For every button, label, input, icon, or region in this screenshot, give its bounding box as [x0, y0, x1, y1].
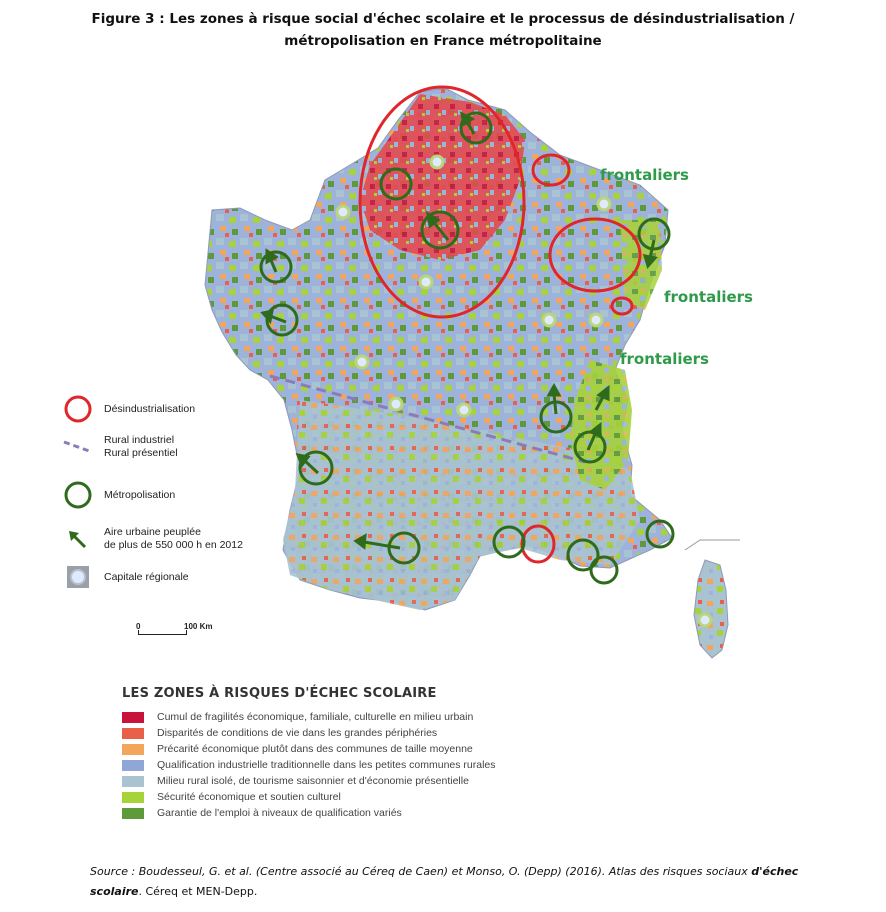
zone-item: Précarité économique plutôt dans des communes de taille moyenne [122, 741, 682, 757]
zone-item: Garantie de l'emploi à niveaux de qualification variés [122, 805, 682, 821]
frontaliers-label-2: frontaliers [664, 288, 753, 306]
zones-legend [122, 686, 682, 821]
red-circle-icon [60, 395, 96, 423]
arrow-icon [60, 525, 96, 553]
legend-rural: Rural industriel Rural présentiel [60, 433, 178, 461]
zone-item: Milieu rural isolé, de tourisme saisonnier et d'économie présentielle [122, 773, 682, 789]
corsica [694, 560, 728, 658]
legend-urban-area: Aire urbaine peuplée de plus de 550 000 h en 2012 [60, 525, 243, 553]
scale-bar [130, 622, 220, 640]
zone-item: Cumul de fragilités économique, familiale, culturelle en milieu urbain [122, 709, 682, 725]
zones-legend-items [122, 709, 682, 821]
zone-swatch [122, 776, 144, 787]
zone-item: Sécurité économique et soutien culturel [122, 789, 682, 805]
legend-deindustrialisation: Désindustrialisation [60, 395, 195, 423]
legend-metropolisation: Métropolisation [60, 481, 175, 509]
zone-swatch [122, 792, 144, 803]
frontaliers-label-3: frontaliers [620, 350, 709, 368]
zones-legend-heading: LES ZONES À RISQUES D'ÉCHEC SCOLAIRE [122, 686, 437, 701]
zone-swatch [122, 744, 144, 755]
scale-km: 100 Km [184, 622, 213, 631]
zone-swatch [122, 712, 144, 723]
source-part-3: . Céreq et MEN-Depp. [138, 885, 258, 898]
legend-regional-capital: Capitale régionale [60, 563, 189, 591]
capital-dot-icon [60, 563, 96, 591]
dashed-line-icon [60, 433, 96, 461]
alsace-green-zone [620, 220, 662, 310]
green-circle-icon [60, 481, 96, 509]
zone-swatch [122, 728, 144, 739]
figure-title [0, 8, 886, 52]
title-line-2: métropolisation en France métropolitaine [284, 33, 602, 49]
corsica-frame [685, 540, 740, 550]
zone-swatch [122, 808, 144, 819]
source-part-2: d'échec scolaire [90, 865, 799, 898]
scale-zero: 0 [136, 622, 141, 631]
zone-item: Disparités de conditions de vie dans les grandes périphéries [122, 725, 682, 741]
source-citation [90, 862, 830, 902]
title-line-1: Figure 3 : Les zones à risque social d'échec scolaire et le processus de désindustrialisation / [91, 11, 795, 27]
frontaliers-label-1: frontaliers [600, 166, 689, 184]
source-part-1: Source : Boudesseul, G. et al. (Centre associé au Céreq de Caen) et Monso, O. (Depp) (2016). Atlas des risques sociaux [90, 865, 748, 878]
zone-swatch [122, 760, 144, 771]
zone-item: Qualification industrielle traditionnelle dans les petites communes rurales [122, 757, 682, 773]
